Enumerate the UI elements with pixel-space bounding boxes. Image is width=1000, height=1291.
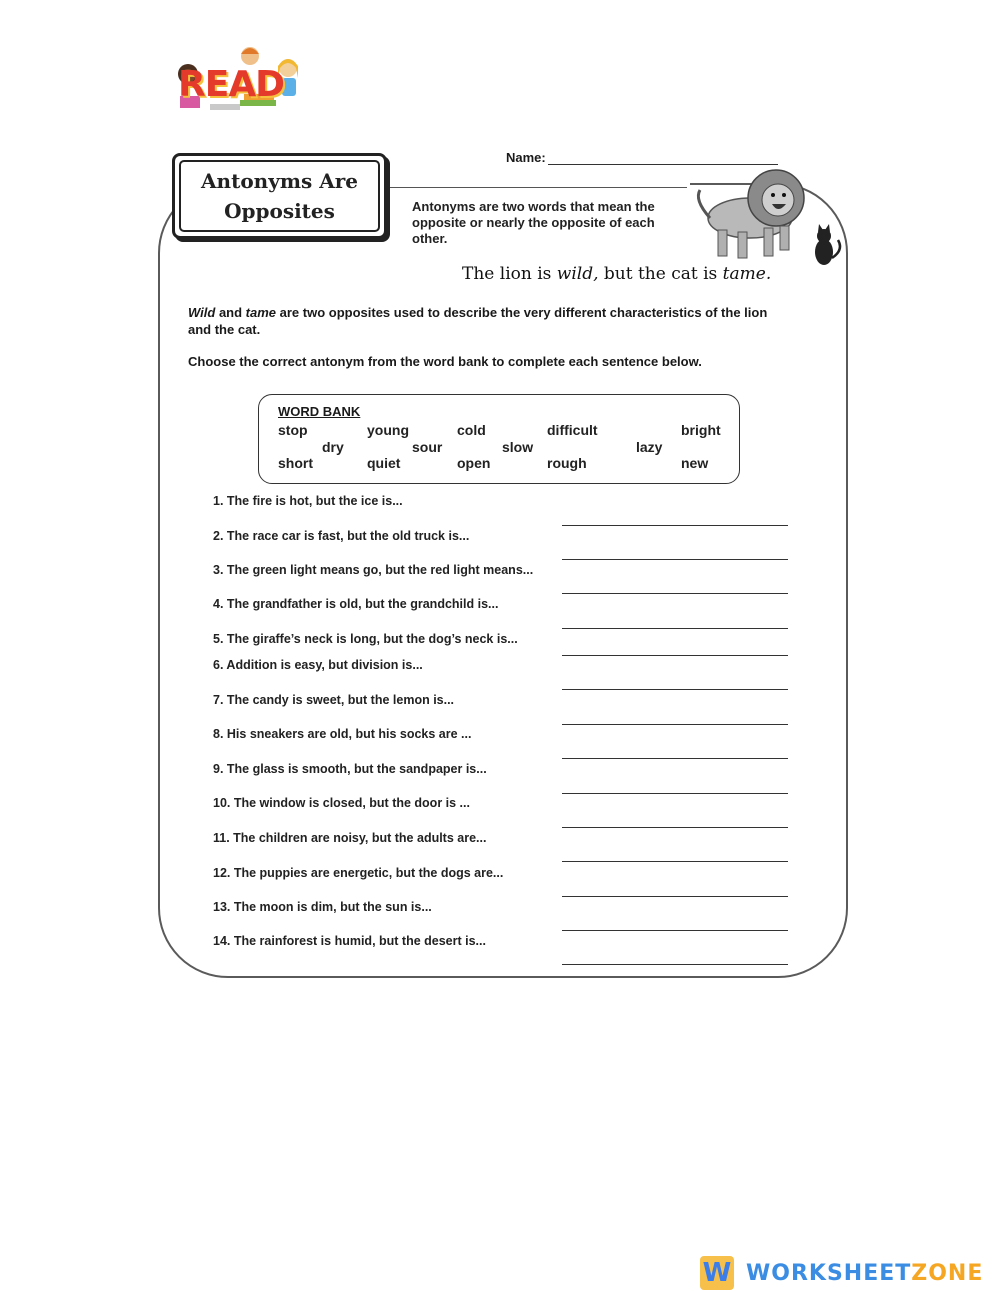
answer-line[interactable] [562, 758, 788, 759]
question-10: 10. The window is closed, but the door is ... [213, 796, 470, 810]
example-sentence [462, 264, 771, 284]
worksheetzone-badge-icon [700, 1256, 734, 1290]
lion-and-cat-illustration [688, 160, 848, 272]
answer-line[interactable] [562, 964, 788, 965]
question-4: 4. The grandfather is old, but the grandchild is... [213, 597, 499, 611]
cat-icon [815, 224, 840, 265]
frame-gap [390, 176, 690, 196]
intro-part: and [215, 305, 246, 320]
brand-part-1: WORKSHEET [746, 1260, 912, 1286]
question-13: 13. The moon is dim, but the sun is... [213, 900, 432, 914]
answer-line[interactable] [562, 827, 788, 828]
question-3: 3. The green light means go, but the red light means... [213, 563, 534, 577]
instructions: Choose the correct antonym from the word bank to complete each sentence below. [188, 354, 702, 369]
question-5: 5. The giraffe’s neck is long, but the dog’s neck is... [213, 632, 518, 646]
word-bank-word: sour [412, 439, 443, 455]
question-11: 11. The children are noisy, but the adults are... [213, 831, 487, 845]
title-box [172, 153, 387, 239]
word-bank-word: stop [278, 422, 308, 438]
word-bank-word: dry [322, 439, 344, 455]
lion-icon [688, 160, 848, 272]
answer-line[interactable] [562, 628, 788, 629]
title-rule [387, 187, 687, 188]
answer-line[interactable] [562, 559, 788, 560]
word-bank-word: short [278, 455, 313, 471]
word-bank-word: new [681, 455, 709, 471]
answer-line[interactable] [562, 689, 788, 690]
question-1: 1. The fire is hot, but the ice is... [213, 494, 403, 508]
question-9: 9. The glass is smooth, but the sandpaper is... [213, 762, 487, 776]
intro-word-wild: Wild [188, 305, 216, 320]
question-6: 6. Addition is easy, but division is... [213, 658, 423, 672]
example-word-tame: tame. [722, 264, 772, 284]
word-bank-word: slow [502, 439, 534, 455]
logo-text: READ [178, 64, 285, 105]
question-14: 14. The rainforest is humid, but the desert is... [213, 934, 486, 948]
badge-letter: W [702, 1258, 732, 1288]
question-12: 12. The puppies are energetic, but the dogs are... [213, 866, 504, 880]
worksheet-title: Antonyms Are Opposites [201, 169, 358, 223]
question-7: 7. The candy is sweet, but the lemon is... [213, 693, 455, 707]
answer-line[interactable] [562, 724, 788, 725]
word-bank-word: quiet [367, 455, 401, 471]
intro-word-tame: tame [245, 305, 277, 320]
name-label: Name: [506, 150, 546, 165]
intro-part: are two opposites used to describe the very different characteristics of the lion and the cat. [188, 305, 768, 337]
question-2: 2. The race car is fast, but the old truck is... [213, 529, 470, 543]
word-bank-word: open [457, 455, 491, 471]
intro-paragraph [188, 304, 788, 338]
answer-line[interactable] [562, 525, 788, 526]
answer-line[interactable] [562, 793, 788, 794]
word-bank-word: rough [547, 455, 587, 471]
read-logo [170, 44, 305, 114]
worksheetzone-logo [700, 1256, 983, 1290]
brand-part-2: ZONE [911, 1260, 984, 1286]
example-word-wild: wild, [556, 264, 599, 284]
worksheetzone-text [746, 1261, 983, 1286]
answer-line[interactable] [562, 593, 788, 594]
worksheet-frame [158, 183, 848, 978]
answer-line[interactable] [562, 655, 788, 656]
answer-line[interactable] [562, 930, 788, 931]
example-part: but the cat is [598, 264, 723, 284]
word-bank-word: bright [681, 422, 721, 438]
word-bank-word: difficult [547, 422, 598, 438]
definition-text: Antonyms are two words that mean the opposite or nearly the opposite of each other. [412, 199, 655, 246]
question-8: 8. His sneakers are old, but his socks are ... [213, 727, 472, 741]
word-bank-word: cold [457, 422, 486, 438]
example-part: The lion is [462, 264, 557, 284]
word-bank-word: young [367, 422, 409, 438]
answer-line[interactable] [562, 861, 788, 862]
word-bank-title: WORD BANK [278, 404, 361, 419]
word-bank-word: lazy [636, 439, 663, 455]
answer-line[interactable] [562, 896, 788, 897]
